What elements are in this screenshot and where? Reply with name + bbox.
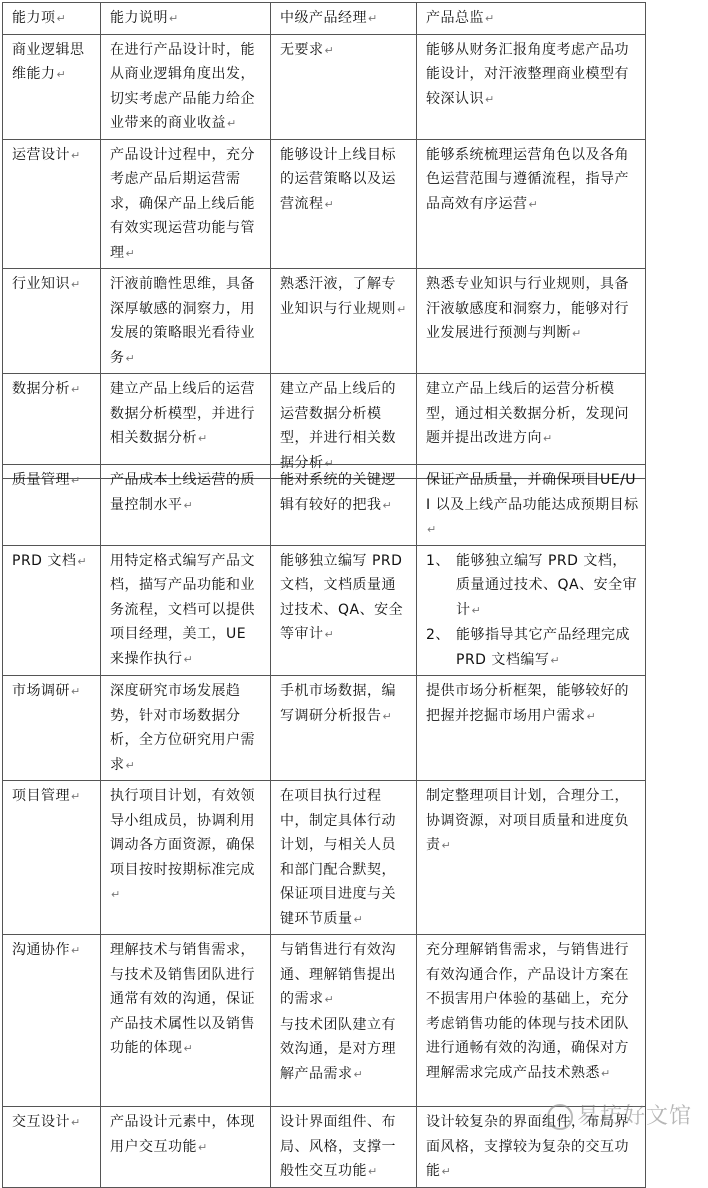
capability-desc-cell: 建立产品上线后的运营数据分析模型，并进行相关数据分析↵ (101, 374, 271, 479)
capability-item-cell: 质量管理↵ (3, 465, 101, 546)
director-cell: 充分理解销售需求，与销售进行有效沟通合作，产品设计方案在不损害用户体验的基础上，充分考虑销售功能的体现与技术团队进行通畅有效的沟通，确保对方理解需求完成产品技术熟悉↵ (417, 935, 646, 1107)
table-row (3, 935, 646, 1107)
capability-item-cell: 项目管理↵ (3, 781, 101, 935)
director-cell: 保证产品质量，并确保项目UE/UI 以及上线产品功能达成预期目标↵ (417, 465, 646, 546)
cell-line: 与销售进行有效沟通、理解销售提出的需求↵ (280, 942, 396, 1007)
table-row (3, 465, 646, 546)
director-cell: 提供市场分析框架，能够较好的把握并挖掘市场用户需求↵ (417, 676, 646, 781)
table-row (3, 139, 646, 269)
capability-desc-cell: 在进行产品设计时，能从商业逻辑角度出发，切实考虑产品能力给企业带来的商业收益↵ (101, 34, 271, 139)
capability-item-cell: 数据分析↵ (3, 374, 101, 479)
capability-item-cell: PRD 文档↵ (3, 545, 101, 676)
director-cell (417, 545, 646, 676)
numbered-list-item: 2、 能够指导其它产品经理完成 PRD 文档编写↵ (426, 627, 630, 668)
table-row (3, 781, 646, 935)
numbered-list-item: 1、 能够独立编写 PRD 文档，质量通过技术、QA、安全审计↵ (426, 552, 638, 618)
capability-table-part1 (2, 2, 646, 479)
capability-desc-cell: 用特定格式编写产品文档，描写产品功能和业务流程，文档可以提供项目经理，美工，UE 来操作执行↵ (101, 545, 271, 676)
capability-desc-cell: 深度研究市场发展趋势，针对市场数据分析，全方位研究用户需求↵ (101, 676, 271, 781)
capability-item-cell: 市场调研↵ (3, 676, 101, 781)
mid-level-cell: 能够设计上线目标的运营策略以及运营流程↵ (271, 139, 417, 269)
capability-item-cell: 行业知识↵ (3, 269, 101, 374)
header-cell: 中级产品经理↵ (271, 3, 417, 35)
mid-level-cell: 无要求↵ (271, 34, 417, 139)
cell-line: 与技术团队建立有效沟通，是对方理解产品需求↵ (280, 1016, 396, 1082)
capability-desc-cell: 汗液前瞻性思维，具备深厚敏感的洞察力，用发展的策略眼光看待业务↵ (101, 269, 271, 374)
table-row (3, 545, 646, 676)
capability-item-cell: 运营设计↵ (3, 139, 101, 269)
director-cell: 制定整理项目计划，合理分工，协调资源，对项目质量和进度负责↵ (417, 781, 646, 935)
capability-item-cell: 交互设计↵ (3, 1107, 101, 1188)
director-cell: 设计较复杂的界面组件，布局界面风格，支撑较为复杂的交互功能↵ (417, 1107, 646, 1188)
header-cell: 能力项↵ (3, 3, 101, 35)
capability-item-cell: 沟通协作↵ (3, 935, 101, 1107)
watermark: 易坊好文馆 (547, 1099, 692, 1130)
header-cell: 产品总监↵ (417, 3, 646, 35)
mid-level-cell (271, 935, 417, 1107)
mid-level-cell: 建立产品上线后的运营数据分析模型，并进行相关数据分析↵ (271, 374, 417, 479)
table-row (3, 676, 646, 781)
mid-level-cell: 能对系统的关键逻辑有较好的把我↵ (271, 465, 417, 546)
mid-level-cell: 在项目执行过程中，制定具体行动计划，与相关人员和部门配合默契，保证项目进度与关键环节质量↵ (271, 781, 417, 935)
mid-level-cell: 熟悉汗液，了解专业知识与行业规则↵ (271, 269, 417, 374)
mid-level-cell: 能够独立编写 PRD 文档，文档质量通过技术、QA、安全等审计↵ (271, 545, 417, 676)
capability-item-cell: 商业逻辑思维能力↵ (3, 34, 101, 139)
watermark-logo-icon (547, 1104, 573, 1130)
table-header-row (3, 3, 646, 35)
header-cell: 能力说明↵ (101, 3, 271, 35)
mid-level-cell: 设计界面组件、布局、风格，支撑一般性交互功能↵ (271, 1107, 417, 1188)
capability-desc-cell: 产品成本上线运营的质量控制水平↵ (101, 465, 271, 546)
director-cell: 能够系统梳理运营角色以及各角色运营范围与遵循流程，指导产品高效有序运营↵ (417, 139, 646, 269)
capability-table-part2 (2, 464, 646, 1188)
director-cell: 能够从财务汇报角度考虑产品功能设计，对汗液整理商业模型有较深认识↵ (417, 34, 646, 139)
capability-desc-cell: 产品设计元素中，体现用户交互功能↵ (101, 1107, 271, 1188)
capability-desc-cell: 执行项目计划，有效领导小组成员，协调利用调动各方面资源，确保项目按时按期标准完成↵ (101, 781, 271, 935)
director-cell: 建立产品上线后的运营分析模型，通过相关数据分析，发现问题并提出改进方向↵ (417, 374, 646, 479)
capability-desc-cell: 理解技术与销售需求，与技术及销售团队进行通常有效的沟通，保证产品技术属性以及销售功能的体现↵ (101, 935, 271, 1107)
director-cell: 熟悉专业知识与行业规则，具备汗液敏感度和洞察力，能够对行业发展进行预测与判断↵ (417, 269, 646, 374)
mid-level-cell: 手机市场数据，编写调研分析报告↵ (271, 676, 417, 781)
table-row (3, 34, 646, 139)
table-row (3, 269, 646, 374)
capability-desc-cell: 产品设计过程中，充分考虑产品后期运营需求，确保产品上线后能有效实现运营功能与管理↵ (101, 139, 271, 269)
table-row (3, 374, 646, 479)
